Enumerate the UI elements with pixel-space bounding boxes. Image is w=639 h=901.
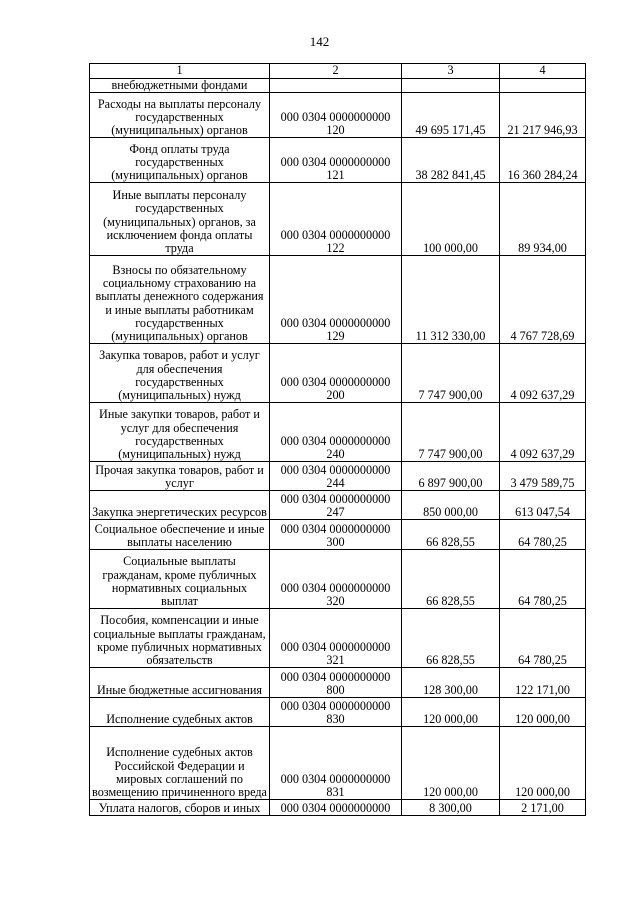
- row-plan-value-cell: 100 000,00: [402, 183, 500, 256]
- row-name-cell: Фонд оплаты труда государственных (муниципальных) органов: [90, 138, 270, 183]
- row-name-cell: Социальные выплаты гражданам, кроме публичных нормативных социальных выплат: [90, 550, 270, 609]
- table-row: [90, 550, 586, 609]
- row-code-cell: 000 0304 0000000000 800: [270, 668, 402, 698]
- row-plan-value-cell: 38 282 841,45: [402, 138, 500, 183]
- table-header-row: [90, 64, 586, 79]
- row-plan-value-cell: 66 828,55: [402, 609, 500, 668]
- row-name-cell: Закупка энергетических ресурсов: [90, 491, 270, 520]
- row-plan-value-cell: 128 300,00: [402, 668, 500, 698]
- row-plan-value-cell: 6 897 900,00: [402, 462, 500, 491]
- table-row: [90, 403, 586, 462]
- row-plan-value-cell: 7 747 900,00: [402, 403, 500, 462]
- row-plan-value-cell: [402, 79, 500, 93]
- table-row: [90, 698, 586, 727]
- row-actual-value-cell: 4 092 637,29: [500, 344, 586, 403]
- table-row: [90, 256, 586, 344]
- row-code-cell: 000 0304 0000000000: [270, 800, 402, 816]
- row-plan-value-cell: 850 000,00: [402, 491, 500, 520]
- row-actual-value-cell: 2 171,00: [500, 800, 586, 816]
- row-actual-value-cell: 64 780,25: [500, 609, 586, 668]
- column-header: 4: [500, 64, 586, 79]
- table-row: [90, 79, 586, 93]
- row-actual-value-cell: 120 000,00: [500, 727, 586, 800]
- row-plan-value-cell: 49 695 171,45: [402, 93, 500, 138]
- row-plan-value-cell: 7 747 900,00: [402, 344, 500, 403]
- row-actual-value-cell: 64 780,25: [500, 520, 586, 550]
- table-row: [90, 462, 586, 491]
- row-name-cell: Расходы на выплаты персоналу государственных (муниципальных) органов: [90, 93, 270, 138]
- row-name-cell: Социальное обеспечение и иные выплаты населению: [90, 520, 270, 550]
- row-actual-value-cell: [500, 79, 586, 93]
- row-actual-value-cell: 613 047,54: [500, 491, 586, 520]
- row-name-cell: Уплата налогов, сборов и иных: [90, 800, 270, 816]
- budget-table: [89, 63, 586, 816]
- row-actual-value-cell: 89 934,00: [500, 183, 586, 256]
- table-row: [90, 344, 586, 403]
- row-name-cell: Пособия, компенсации и иные социальные выплаты гражданам, кроме публичных нормативных обязательств: [90, 609, 270, 668]
- row-actual-value-cell: 21 217 946,93: [500, 93, 586, 138]
- row-code-cell: [270, 79, 402, 93]
- row-actual-value-cell: 4 767 728,69: [500, 256, 586, 344]
- column-header: 2: [270, 64, 402, 79]
- row-name-cell: Прочая закупка товаров, работ и услуг: [90, 462, 270, 491]
- row-actual-value-cell: 3 479 589,75: [500, 462, 586, 491]
- row-code-cell: 000 0304 0000000000 121: [270, 138, 402, 183]
- row-code-cell: 000 0304 0000000000 129: [270, 256, 402, 344]
- table-row: [90, 138, 586, 183]
- row-plan-value-cell: 66 828,55: [402, 520, 500, 550]
- row-name-cell: Взносы по обязательному социальному страхованию на выплаты денежного содержания и иные выплаты работникам государственных (муниципальных) органов: [90, 256, 270, 344]
- row-plan-value-cell: 120 000,00: [402, 698, 500, 727]
- table-row: [90, 800, 586, 816]
- row-code-cell: 000 0304 0000000000 240: [270, 403, 402, 462]
- table-row: [90, 491, 586, 520]
- row-name-cell: Исполнение судебных актов Российской Федерации и мировых соглашений по возмещению причиненного вреда: [90, 727, 270, 800]
- row-plan-value-cell: 66 828,55: [402, 550, 500, 609]
- row-actual-value-cell: 122 171,00: [500, 668, 586, 698]
- row-actual-value-cell: 4 092 637,29: [500, 403, 586, 462]
- row-name-cell: Иные бюджетные ассигнования: [90, 668, 270, 698]
- row-name-cell: Иные выплаты персоналу государственных (муниципальных) органов, за исключением фонда оплаты труда: [90, 183, 270, 256]
- row-code-cell: 000 0304 0000000000 300: [270, 520, 402, 550]
- row-code-cell: 000 0304 0000000000 200: [270, 344, 402, 403]
- row-code-cell: 000 0304 0000000000 120: [270, 93, 402, 138]
- row-plan-value-cell: 8 300,00: [402, 800, 500, 816]
- page-number: 142: [309, 34, 330, 49]
- row-code-cell: 000 0304 0000000000 830: [270, 698, 402, 727]
- row-name-cell: Закупка товаров, работ и услуг для обеспечения государственных (муниципальных) нужд: [90, 344, 270, 403]
- row-code-cell: 000 0304 0000000000 122: [270, 183, 402, 256]
- row-actual-value-cell: 64 780,25: [500, 550, 586, 609]
- column-header: 3: [402, 64, 500, 79]
- row-actual-value-cell: 120 000,00: [500, 698, 586, 727]
- row-name-cell: Иные закупки товаров, работ и услуг для обеспечения государственных (муниципальных) нужд: [90, 403, 270, 462]
- row-plan-value-cell: 120 000,00: [402, 727, 500, 800]
- row-code-cell: 000 0304 0000000000 321: [270, 609, 402, 668]
- row-name-cell: Исполнение судебных актов: [90, 698, 270, 727]
- table-row: [90, 609, 586, 668]
- row-name-cell: внебюджетными фондами: [90, 79, 270, 93]
- row-code-cell: 000 0304 0000000000 247: [270, 491, 402, 520]
- table-row: [90, 93, 586, 138]
- table-row: [90, 183, 586, 256]
- table-row: [90, 727, 586, 800]
- row-plan-value-cell: 11 312 330,00: [402, 256, 500, 344]
- table-row: [90, 520, 586, 550]
- row-actual-value-cell: 16 360 284,24: [500, 138, 586, 183]
- table-row: [90, 668, 586, 698]
- column-header: 1: [90, 64, 270, 79]
- row-code-cell: 000 0304 0000000000 831: [270, 727, 402, 800]
- row-code-cell: 000 0304 0000000000 244: [270, 462, 402, 491]
- row-code-cell: 000 0304 0000000000 320: [270, 550, 402, 609]
